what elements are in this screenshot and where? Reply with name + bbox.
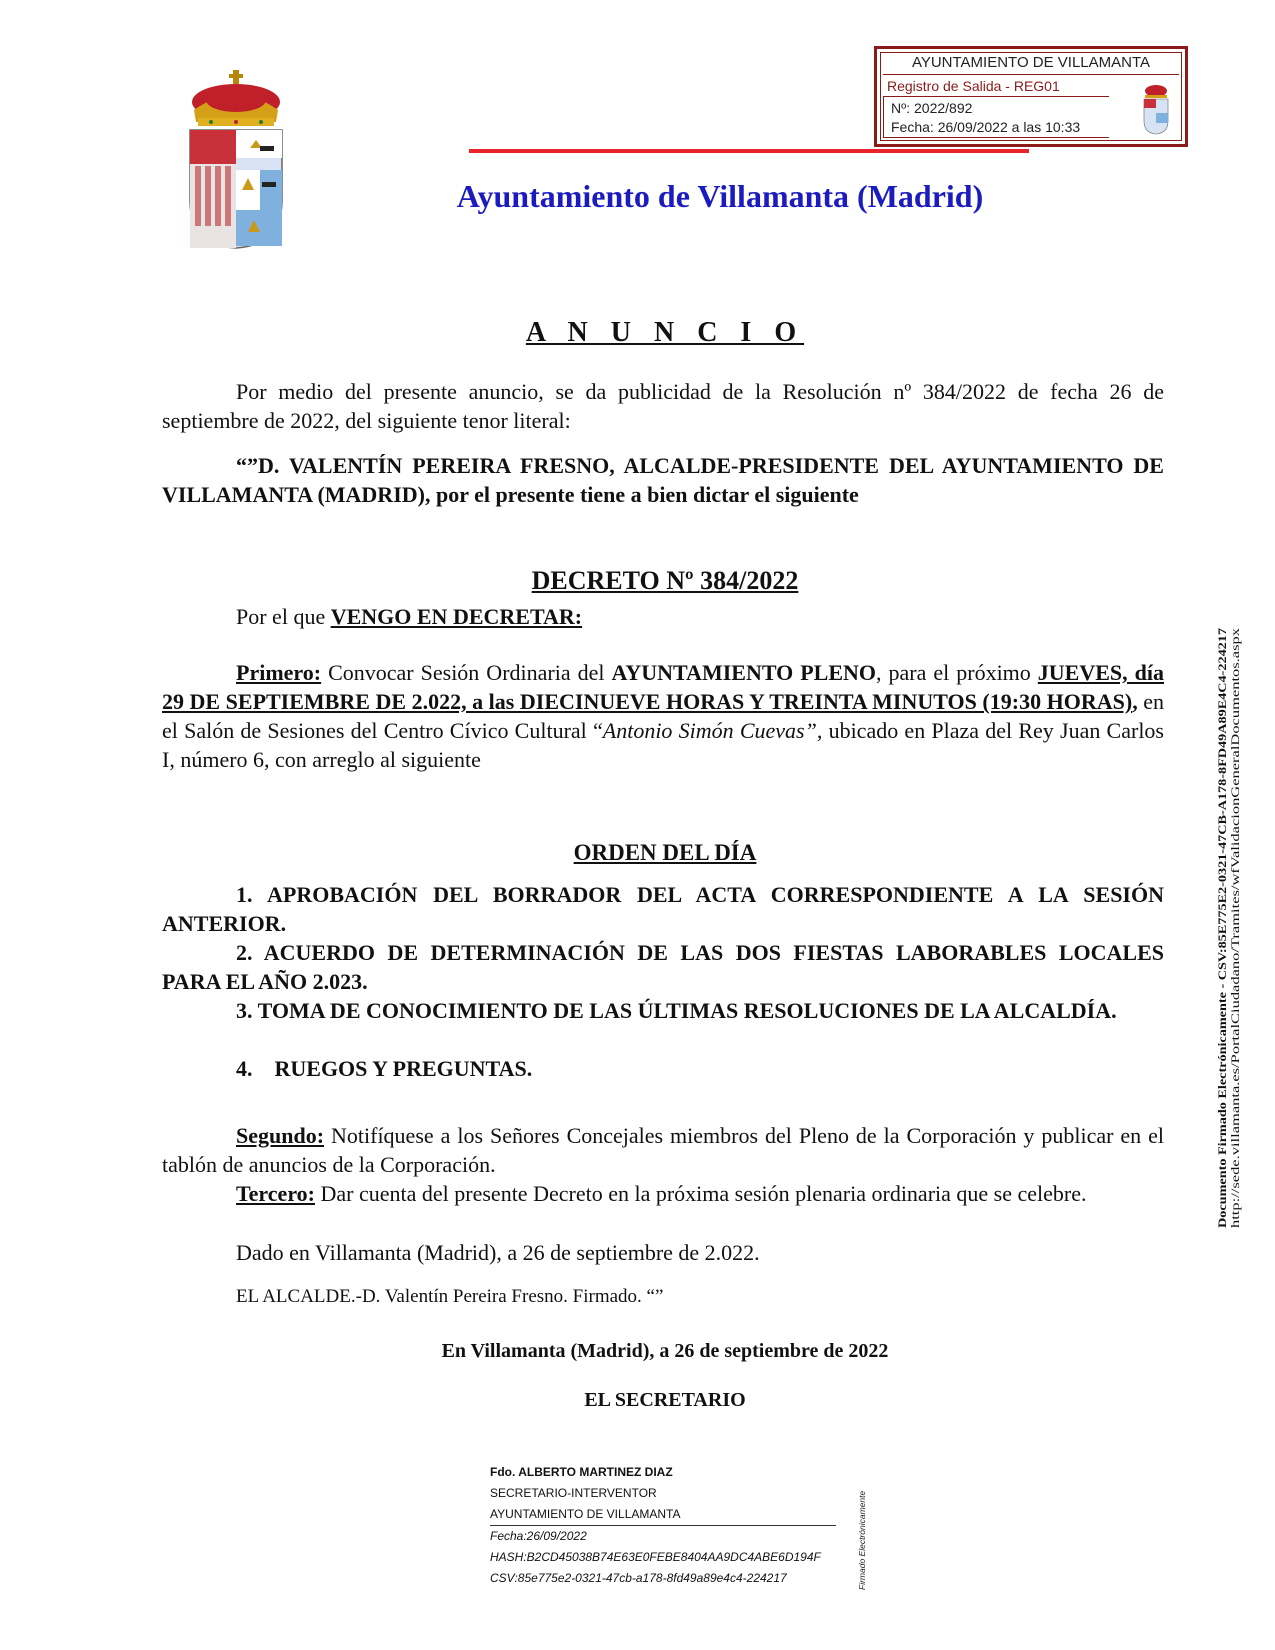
first-text-c: en el Salón de Sesiones del Centro Cívico Cultural “ <box>162 689 1164 743</box>
signature-hash: HASH:B2CD45038B74E63E0FEBE8404AA9DC4ABE6D194F <box>490 1550 821 1564</box>
signer-entity: AYUNTAMIENTO DE VILLAMANTA <box>490 1507 681 1521</box>
announcement-heading: A N U N C I O <box>525 317 805 348</box>
signature-vertical-text: Firmado Electrónicamente <box>857 1490 867 1590</box>
first-text-a: Convocar Sesión Ordinaria del <box>321 660 612 685</box>
decree-title: DECRETO Nº 384/2022 <box>531 566 799 595</box>
decree-lead <box>162 602 1164 631</box>
side-url-text: http://sede.villamanta.es/PortalCiudadano/Tramites/wfValidacionGeneralDocumentos.aspx <box>1230 820 1242 1228</box>
municipal-coat-of-arms-icon <box>186 70 286 250</box>
signer-name: Fdo. ALBERTO MARTINEZ DIAZ <box>490 1465 673 1479</box>
first-text-b: , para el próximo <box>876 660 1038 685</box>
second-label: Segundo: <box>236 1123 325 1148</box>
first-bold-a: AYUNTAMIENTO PLENO <box>611 660 877 685</box>
stamp-title: AYUNTAMIENTO DE VILLAMANTA <box>911 54 1151 71</box>
stamp-coat-of-arms-icon <box>1141 83 1171 135</box>
third-text: Dar cuenta del presente Decreto en la próxima sesión plenaria ordinaria que se celebre. <box>315 1181 1087 1206</box>
stamp-date: Fecha: 26/09/2022 a las 10:33 <box>891 119 1081 135</box>
agenda-title: ORDEN DEL DÍA <box>573 840 757 865</box>
given-line: Dado en Villamanta (Madrid), a 26 de septiembre de 2.022. <box>236 1240 760 1265</box>
first-bold-b: , <box>1132 689 1138 714</box>
signature-date: Fecha:26/09/2022 <box>490 1529 587 1543</box>
third-paragraph <box>162 1179 1164 1208</box>
agenda-item: 1. APROBACIÓN DEL BORRADOR DEL ACTA CORRESPONDIENTE A LA SESIÓN ANTERIOR. <box>162 882 1164 936</box>
place-date-line: En Villamanta (Madrid), a 26 de septiembre de 2022 <box>441 1340 889 1362</box>
stamp-number: Nº: 2022/892 <box>891 100 973 116</box>
side-csv-text: Documento Firmado Electrónicamente - CSV:85E775E2-0321-47CB-A178-8FD49A89E4C4-224217 <box>1217 755 1229 1228</box>
first-label: Primero: <box>236 660 322 685</box>
mayor-signed-line: EL ALCALDE.-D. Valentín Pereira Fresno. Firmado. “” <box>236 1286 664 1307</box>
secretary-heading: EL SECRETARIO <box>584 1389 746 1411</box>
signature-vertical-label <box>856 1470 868 1590</box>
second-text: Notifíquese a los Señores Concejales miembros del Pleno de la Corporación y publicar en el tablón de anuncios de la Corporación. <box>162 1123 1164 1177</box>
agenda-item: 4. RUEGOS Y PREGUNTAS. <box>236 1056 533 1081</box>
stamp-registry: Registro de Salida - REG01 <box>887 78 1060 94</box>
signature-csv: CSV:85e775e2-0321-47cb-a178-8fd49a89e4c4-224217 <box>490 1571 787 1585</box>
header-red-rule <box>469 149 1029 153</box>
signer-role: SECRETARIO-INTERVENTOR <box>490 1486 657 1500</box>
registry-stamp <box>874 46 1188 147</box>
second-paragraph <box>162 1121 1164 1179</box>
intro-paragraph: Por medio del presente anuncio, se da publicidad de la Resolución nº 384/2022 de fecha 26 de septiembre de 2022, del siguiente tenor literal: <box>162 379 1164 433</box>
side-validation-note <box>1216 620 1242 1230</box>
municipality-title: Ayuntamiento de Villamanta (Madrid) <box>456 178 984 214</box>
agenda-item: 2. ACUERDO DE DETERMINACIÓN DE LAS DOS FIESTAS LABORABLES LOCALES PARA EL AÑO 2.023. <box>162 940 1164 994</box>
decree-lead-bold: VENGO EN DECRETAR: <box>330 604 583 629</box>
mayor-statement: “”D. VALENTÍN PEREIRA FRESNO, ALCALDE-PRESIDENTE DEL AYUNTAMIENTO DE VILLAMANTA (MADRID), por el presente tiene a bien dictar el siguiente <box>162 453 1164 507</box>
electronic-signature-block <box>490 1462 840 1589</box>
agenda-item: 3. TOMA DE CONOCIMIENTO DE LAS ÚLTIMAS RESOLUCIONES DE LA ALCALDÍA. <box>236 998 1117 1023</box>
third-label: Tercero: <box>236 1181 316 1206</box>
first-session-date: JUEVES, día 29 DE SEPTIEMBRE DE 2.022, a las DIECINUEVE HORAS Y TREINTA MINUTOS (19:30 HORAS) <box>162 660 1165 714</box>
decree-lead-text: Por el que <box>236 604 331 629</box>
first-paragraph <box>162 658 1164 774</box>
first-venue-name: Antonio Simón Cuevas”, <box>602 718 823 743</box>
first-text-d: ubicado en Plaza del Rey Juan Carlos I, número 6, con arreglo al siguiente <box>162 718 1164 772</box>
